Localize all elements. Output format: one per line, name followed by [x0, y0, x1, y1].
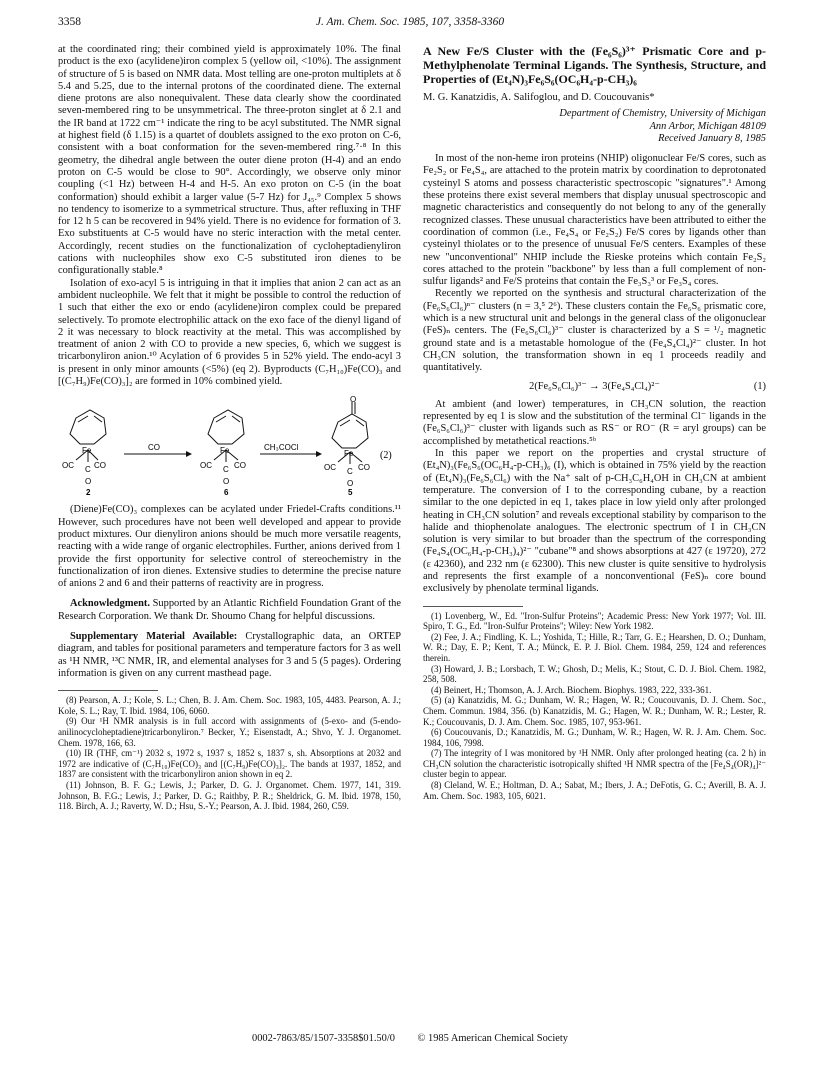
footnote: (8) Cleland, W. E.; Holtman, D. A.; Sabat, M.; Ibers, J. A.; DeFotis, G. C.; Averill, B. A. J. Am. Chem. Soc. 1983, 105, 6021.: [423, 780, 766, 801]
body-paragraph: at the coordinated ring; their combined yield is approximately 10%. The final product is the exo (acylidene)iron complex 5 (yellow oil, <10%). The assignment of structure of 5 is based on NMR data. Most telling are one-proton multiplets at δ 5.4 and 5.25, due to the internal protons of the coordinated diene. The external diene protons are also nonequivalent. These data clearly show the coordinated seven-membered ring to be unsymmetrical. The three-proton singlet at δ 2.1 and the IR band at 1722 cm⁻¹ indicate the ring to be acyl substituted. The NMR signal at highest field (δ 1.15) is a quartet of doublets assigned to the exo proton on C-6, consistent with a boat conformation for the seven-membered ring.⁷·⁸ In this geometry, the dihedral angle between the outer diene proton (H-4) and an endo proton on C-5 would be close to 90°. Accordingly, we observe only minor coupling (<1 Hz) between H-4 and H-5. An exo proton on C-5 (in the boat conformation) should exhibit a larger value (5-7 Hz) for J₄₅.⁹ Complex 5 shows no tendency to isomerize to a symmetrical structure. Thus, after refluxing in THF for 12 h 5 can be recovered in 94% yield. There is no evidence for formation of 3. Exo substituents at C-5 would have no steric interaction with the metal center. Accordingly, recent studies on the functionalization of cycloheptadienyliron cations with nucleophiles show exo C-5 substituted iron dienes to be configurationally stable.⁸: [58, 44, 401, 277]
footnote: (4) Beinert, H.; Thomson, A. J. Arch. Biochem. Biophys. 1983, 222, 333-361.: [431, 684, 712, 695]
body-paragraph: At ambient (and lower) temperatures, in CH₃CN solution, the reaction represented by eq 1 is slow and the substitution of the terminal Cl⁻ ligands in the (Fe₆S₆Cl₆)³⁻ cluster with ligands such as RS⁻ or RO⁻ (R = aryl groups) can be accomplished by metathetical reactions.⁵ᵇ: [423, 398, 766, 447]
ack-label: Acknowledgment.: [70, 598, 150, 610]
footnote: (10) IR (THF, cm⁻¹) 2032 s, 1972 s, 1937 s, 1852 s, 1837 s, sh. Absorptions at 2032 and 1972 are indicative of (C₇H₁₀)Fe(CO)₃ and [(C₇H₉)Fe(CO)₃]₂. The bands at 1937, 1852, and 1837 are consistent with the tricarbonyliron anion shown in eq 2.: [58, 748, 401, 780]
acknowledgment: [58, 598, 401, 623]
footnote: (8) Pearson, A. J.; Kole, S. L.; Chen, B. J. Am. Chem. Soc. 1983, 105, 4483. Pearson, A. J.; Kole, S. L.; Ray, T. Ibid. 1984, 106, 6060.: [58, 695, 401, 716]
compound-label-2: 2: [86, 488, 91, 498]
footnote-rule: [423, 606, 523, 607]
footnote: (5) (a) Kanatzidis, M. G.; Dunham, W. R.; Hagen, W. R.; Coucouvanis, D. J. Chem. Soc., Chem. Commun. 1984, 356. (b) Kanatzidis, M. G.; Hagen, W. R.; Dunham, W. R.; Lester, R. K.; Coucouvanis, D. J. Am. Chem. Soc. 1985, 107, 953-961.: [423, 695, 766, 727]
ack-text: Supported by an Atlantic Richfield Foundation Grant of the Research Corporation. We thank Dr. Shoumo Chang for helpful discussions.: [58, 598, 401, 622]
article-title: A New Fe/S Cluster with the (Fe₆S₆)³⁺ Prismatic Core and p-Methylphenolate Terminal Ligands. The Synthesis, Structure, and Properties of (Et₄N)₃Fe₆S₆(OC₆H₄-p-CH₃)₆: [423, 44, 766, 86]
footnote: (9) Our ¹H NMR analysis is in full accord with assignments of (5-exo- and (5-endo-anilinocycloheptadiene)tricarbonyliron.⁷ Becker, Y.; Eisenstadt, A.; Shvo, Y. J. Organomet. Chem. 1978, 166, 63.: [58, 716, 401, 748]
journal-citation: J. Am. Chem. Soc. 1985, 107, 3358-3360: [315, 16, 505, 28]
reaction-scheme-drawing: [58, 396, 401, 498]
equation-number: (2): [380, 450, 392, 462]
o-label: O: [85, 477, 92, 487]
c-label: C: [347, 467, 353, 477]
footnote: (7) The integrity of I was monitored by ¹H NMR. Only after prolonged heating (ca. 2 h) in CH₃CN solution the characteristic isotropically shifted ¹H NMR spectra of the [Fe₄S₄(OR)₄]²⁻ cluster begin to appear.: [423, 748, 766, 780]
affiliation-line: Department of Chemistry, University of Michigan: [559, 108, 766, 120]
running-header: [58, 16, 762, 32]
equation-number: (1): [753, 380, 766, 392]
oc-label: OC: [62, 461, 74, 471]
reaction-scheme: [58, 396, 401, 498]
fe-label: Fe: [344, 449, 354, 459]
equation-1: [423, 381, 766, 393]
supp-label: Supplementary Material Available:: [70, 630, 238, 642]
reagent-co: CO: [148, 443, 160, 453]
article-authors: M. G. Kanatzidis, A. Salifoglou, and D. Coucouvanis*: [423, 92, 655, 103]
received-date: Received January 8, 1985: [658, 132, 766, 144]
footnote: (11) Johnson, B. F. G.; Lewis, J.; Parker, D. G. J. Organomet. Chem. 1977, 141, 319. Johnson, B. F.G.; Lewis, J.; Parker, D. G.; Raithby, P. R.; Sheldrick, G. M. Ibid. 1978, 150, 118. Birch, A. J.; Raverty, W. D.; Hsu, S.-Y.; Pearson, A. J. Ibid. 1984, 260, C59.: [58, 779, 401, 812]
affiliation-line: Ann Arbor, Michigan 48109: [649, 120, 766, 132]
page-number: 3358: [58, 16, 81, 28]
copyright: © 1985 American Chemical Society: [417, 1033, 568, 1044]
arrow-head: [186, 451, 192, 457]
right-column: [423, 44, 766, 801]
footnote: (2) Fee, J. A.; Findling, K. L.; Yoshida, T.; Hille, R.; Tarr, G. E.; Hearshen, D. O.; Dunham, W. R.; Day, E. P.; Kent, T. A.; Münck, E. P. J. Biol. Chem. 1984, 259, 124 and references therein.: [423, 631, 766, 663]
arrow-head: [316, 451, 322, 457]
oc-label: OC: [324, 463, 336, 473]
reagent-acetyl-chloride: CH₃COCl: [264, 443, 299, 453]
co-label: CO: [94, 461, 106, 471]
co-label: CO: [234, 461, 246, 471]
body-paragraph: (Diene)Fe(CO)₃ complexes can be acylated under Friedel-Crafts conditions.¹¹ However, such procedures have not been well developed and appear to provide product mixtures. Our dienyliron anions should be much more versatile reagents, reacting with a wide range of organic electrophiles. Further, anions derived from 1 provide the first opportunity for selective control of stereochemistry in the functionalization of iron dienes. Extensive studies to determine the precise nature of anions 2 and 6 and their patterns of reactivity are in progress.: [58, 504, 401, 590]
footnote-rule: [58, 690, 158, 691]
page-footer: [0, 1033, 820, 1044]
body-paragraph: Recently we reported on the synthesis and structural characterization of the (Fe₆S₆Cl₆)ⁿ⁻ clusters (n = 3,⁵ 2⁶). These clusters contain the Fe₆S₆ prismatic core, which is a new structural unit and belongs in the general class of the oligonuclear (FeS)ₙ centers. The (Fe₆S₆Cl₆)³⁻ cluster is characterized by a S = ¹/₂ magnetic ground state and is a metastable homologue of the (Fe₄S₄Cl₄)²⁻ cluster. In hot CH₃CN solution, the transformation shown in eq 1 proceeds readily and quantitatively.: [423, 288, 766, 374]
o-label: O: [347, 479, 354, 489]
oc-label: OC: [200, 461, 212, 471]
body-paragraph: In this paper we report on the properties and crystal structure of (Et₄N)₃(Fe₆S₆(OC₆H₄-p-CH₃)₆ (I), which is obtained in 75% yield by the reaction of (Et₄N)₃(Fe₆S₆Cl₆) with the Na⁺ salt of p-CH₃C₆H₄OH in CH₃CN at ambient temperature. The conversion of I to the corresponding cubane, by a reaction similar to the one depicted in eq 1, takes place in low yield only after prolonged heating in CH₃CN solution⁷ and reveals exceptional stability by comparison to the halide and thiophenolate analogues. The electronic spectrum of I in CH₃CN solution is very similar to but broader than the spectrum of the corresponding (Fe₄S₄(OC₆H₄-p-CH₃)₄)²⁻ "cubane"⁸ and shows absorptions at 427 (ε 19720), 272 (ε 42360), and 232 nm (ε 62300). This new cluster is quite sensitive to hydrolysis and represents the first example of a nonconventional (FeS)ₙ core bound exclusively by phenolate terminal ligands.: [423, 448, 766, 595]
article-code: 0002-7863/85/1507-3358$01.50/0: [252, 1033, 395, 1044]
c-label: C: [223, 465, 229, 475]
equation-text: 2(Fe₆S₆Cl₆)³⁻ → 3(Fe₄S₄Cl₄)²⁻: [529, 380, 660, 392]
o-label: O: [350, 396, 357, 405]
fe-label: Fe: [82, 446, 92, 456]
body-paragraph: Isolation of exo-acyl 5 is intriguing in that it implies that anion 2 can act as an ambident nucleophile. We felt that it might be possible to control the reduction of 1 such that either the exo or endo (acylidene)iron complex could be prepared selectively. To promote electrophilic attack on the exo face of the dienyl ligand of 2 it was necessary to block reactivity at the metal. This was accomplished by treatment of anion 2 with CO to provide a new species, 6, which we suggest is tricarbonyliron anion.¹⁰ Acylation of 6 provides 5 in 52% yield. The endo-acyl 3 is present in only minor amounts (<5%) (eq 2). Byproducts (C₇H₁₀)Fe(CO)₃ and [(C₇H₉)Fe(CO)₃]₂ are formed in 10% combined yield.: [58, 277, 401, 388]
footnote: (3) Howard, J. B.; Lorsbach, T. W.; Ghosh, D.; Melis, K.; Stout, C. D. J. Biol. Chem. 1982, 258, 508.: [423, 663, 766, 685]
fe-label: Fe: [220, 446, 230, 456]
left-column: [58, 44, 401, 812]
body-paragraph: In most of the non-heme iron proteins (NHIP) oligonuclear Fe/S cores, such as Fe₂S₂ or Fe₄S₄, are attached to the protein matrix by coordination to deprotonated cysteinyl S atoms and possess characteristic spectroscopic "signatures".¹ Among these proteins there exist several members that display unusual spectroscopic and magnetic characteristics and consequently do not belong to any of the generally recognized classes. These unusual characteristics have been attributed to either the coordination of common (i.e., Fe₄S₄ or Fe₂S₂) Fe/S cores by ligands other than cysteinyl thiolates or to the presence of unusual Fe/S centers. Examples of these new "unconventional" NHIP include the Rieske proteins which contain Fe₂S₂ cores attached to the protein "backbone" by less than a full complement of non-sulfur ligands² and Fe/S proteins that contain the Fe₃S₃³ or Fe₃S₄ cores.: [423, 153, 766, 288]
c-label: C: [85, 465, 91, 475]
supp-text: Crystallographic data, an ORTEP diagram, and tables for positional parameters and temperature factors for 3 as well as ¹H NMR, ¹³C NMR, IR, and elemental analyses for 3 and 5 (5 pages). Ordering information is given on any current masthead page.: [58, 630, 402, 679]
compound-label-5: 5: [348, 488, 353, 498]
footnote: (1) Lovenberg, W., Ed. "Iron-Sulfur Proteins"; Academic Press: New York 1977; Vol. III. Spiro, T. G., Ed. "Iron-Sulfur Proteins"; Wiley: New York 1982.: [423, 610, 766, 632]
supplementary-material: [58, 631, 401, 680]
co-label: CO: [358, 463, 370, 473]
o-label: O: [223, 477, 230, 487]
footnote: (6) Coucouvanis, D.; Kanatzidis, M. G.; Dunham, W. R.; Hagen, W. R. J. Am. Chem. Soc. 1984, 106, 7998.: [423, 727, 766, 748]
compound-label-6: 6: [224, 488, 229, 498]
